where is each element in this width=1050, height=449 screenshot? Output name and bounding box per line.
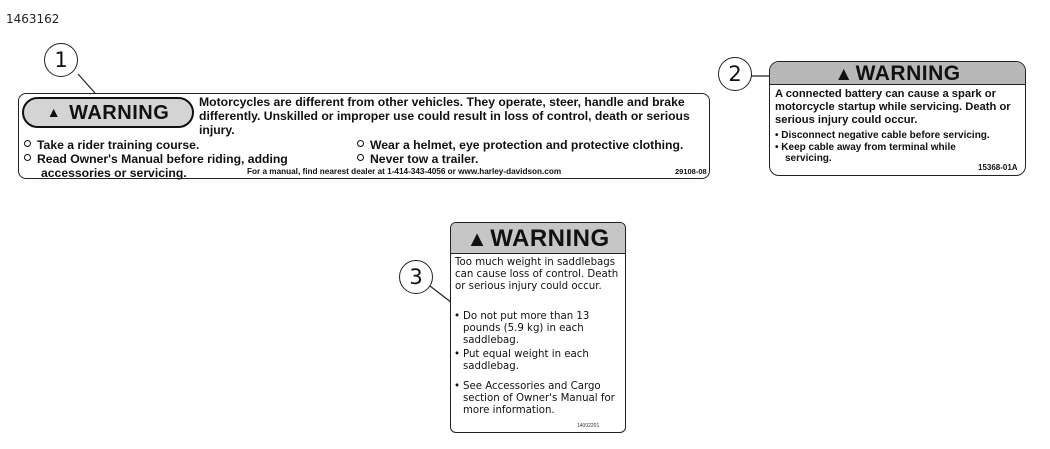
bullet-circle-icon <box>357 140 364 147</box>
warning-triangle-icon: ▲ <box>46 104 62 120</box>
part-number: 15368-01A <box>978 163 1018 172</box>
bullet-item-continuation: servicing. <box>785 153 832 164</box>
warning-message: A connected battery can cause a spark or motorcycle startup while servicing. Death or serious injury could occur. <box>775 88 1011 126</box>
warning-header-text: WARNING <box>490 225 610 252</box>
bullet-item: Wear a helmet, eye protection and protective clothing. <box>357 138 683 152</box>
part-number: 29108-08 <box>675 167 707 176</box>
footer-text: For a manual, find nearest dealer at 1-414-343-4056 or www.harley-davidson.com <box>247 167 562 176</box>
warning-header <box>451 223 625 254</box>
warning-message: Too much weight in saddlebags can cause loss of control. Death or serious injury could occur. <box>455 257 619 293</box>
bullet-item: Read Owner's Manual before riding, adding <box>24 152 288 166</box>
bullet-item: • Put equal weight in each saddlebag. <box>454 349 589 373</box>
bullet-circle-icon <box>24 154 31 161</box>
warning-label-saddlebag <box>450 222 626 433</box>
part-number: 14002201 <box>577 423 600 429</box>
leader-line-1 <box>78 74 95 93</box>
warning-message: Motorcycles are different from other vehicles. They operate, steer, handle and brake differently. Unskilled or improper use could result in loss of control, death or serious injury. <box>199 95 690 137</box>
bullet-item: • Disconnect negative cable before servicing. <box>775 130 990 141</box>
callout-3: 3 <box>399 260 433 294</box>
bullet-circle-icon <box>357 154 364 161</box>
document-id: 1463162 <box>6 12 60 26</box>
bullet-item: • Do not put more than 13 pounds (5.9 kg) in each saddlebag. <box>454 311 590 347</box>
bullet-dot-icon: • <box>454 349 461 360</box>
warning-header <box>770 62 1025 85</box>
callout-1: 1 <box>44 43 78 77</box>
warning-header-pill <box>22 97 194 128</box>
warning-header-text: WARNING <box>855 62 961 85</box>
warning-label-battery <box>769 61 1026 176</box>
bullet-dot-icon: • <box>454 381 461 392</box>
bullet-item-continuation: accessories or servicing. <box>41 166 187 180</box>
warning-header-text: WARNING <box>69 102 170 124</box>
bullet-item: Take a rider training course. <box>24 138 199 152</box>
warning-triangle-icon: ▲ <box>466 226 489 251</box>
warning-triangle-icon: ▲ <box>834 64 854 85</box>
bullet-item: Never tow a trailer. <box>357 152 478 166</box>
warning-label-rider <box>18 93 710 179</box>
bullet-circle-icon <box>24 140 31 147</box>
bullet-item: • Keep cable away from terminal while <box>775 142 956 153</box>
bullet-dot-icon: • <box>454 311 461 322</box>
callout-2: 2 <box>718 57 752 91</box>
bullet-item: • See Accessories and Cargo section of Owner's Manual for more information. <box>454 381 615 417</box>
